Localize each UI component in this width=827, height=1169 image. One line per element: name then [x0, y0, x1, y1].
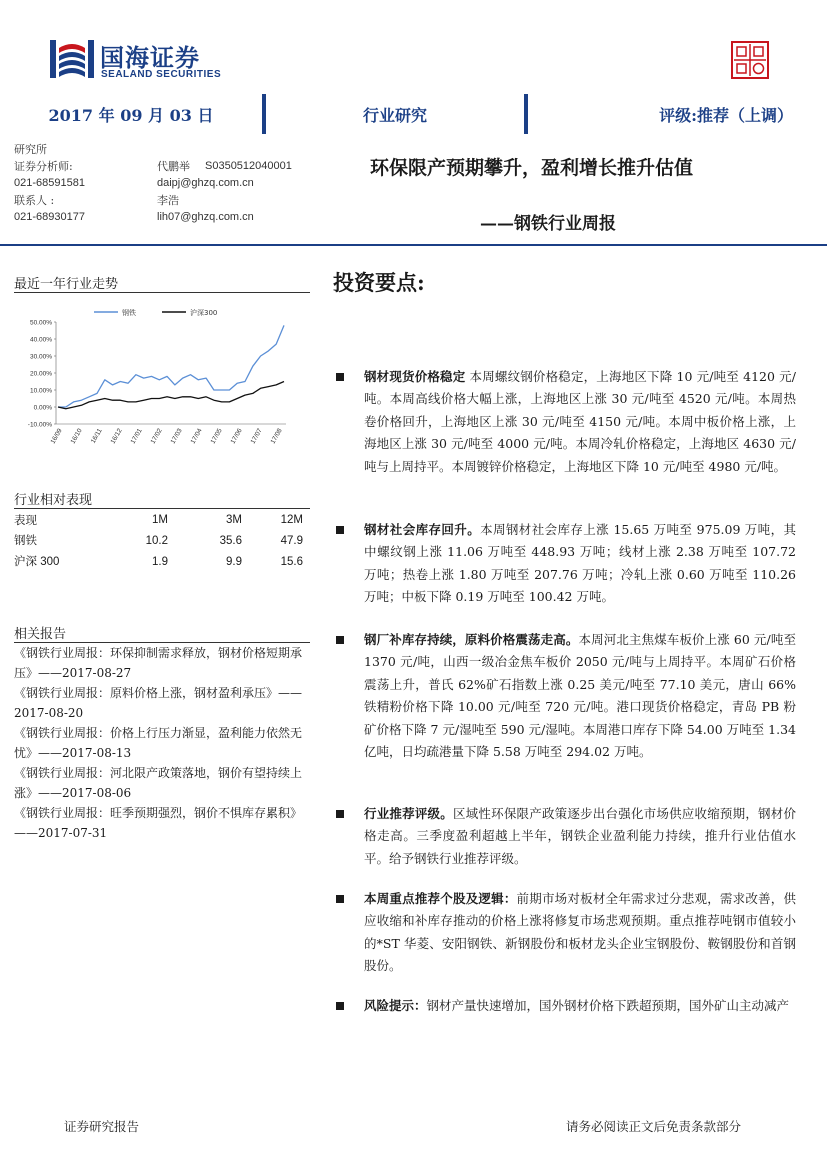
x-tick-label: 17/08	[269, 427, 284, 446]
perf-cell: 1M	[152, 514, 168, 526]
perf-section-title: 行业相对表现	[14, 493, 93, 508]
industry-trend-chart	[14, 298, 310, 468]
y-tick-label: 20.00%	[29, 370, 52, 378]
trend-section-rule	[14, 292, 310, 293]
bullet-square-icon	[336, 895, 344, 903]
bullet-square-icon	[336, 526, 344, 534]
perf-cell: 3M	[226, 514, 242, 526]
x-tick-label: 17/07	[249, 427, 264, 446]
x-tick-label: 16/12	[109, 427, 124, 446]
investment-point-body: 本周钢材社会库存上涨 15.65 万吨至 975.09 万吨，其中螺纹钢上涨 11.06 万吨至 448.93 万吨；线材上涨 2.38 万吨至 107.72 万吨；热卷上涨 1.80 万吨至 207.76 万吨；冷轧上涨 0.60 万吨至 110.26 万吨；中板下降 0.19 万吨至 100.42 万吨。	[364, 522, 796, 605]
investment-point-text	[364, 519, 796, 609]
perf-cell: 表现	[14, 513, 37, 527]
report-type: 行业研究	[266, 94, 524, 134]
series-line-0	[58, 325, 284, 407]
perf-cell: 1.9	[152, 556, 168, 568]
investment-point-body: 区域性环保限产政策逐步出台强化市场供应收缩预期，钢材价格走高。三季度盈利超越上半年，钢铁企业盈利能力持续，推升行业估值水平。给予钢铁行业推荐评级。	[364, 806, 796, 866]
y-tick-label: 10.00%	[29, 387, 52, 395]
bullet-square-icon	[336, 1002, 344, 1010]
related-report-item[interactable]: 《钢铁行业周报：河北限产政策落地，钢价有望持续上涨》——2017-08-06	[14, 766, 303, 800]
investment-point-text	[364, 995, 796, 1017]
related-report-item[interactable]: 《钢铁行业周报：环保抑制需求释放，钢材价格短期承压》——2017-08-27	[14, 646, 303, 680]
investment-point	[336, 519, 796, 609]
y-tick-label: 40.00%	[29, 336, 52, 344]
perf-row	[14, 531, 310, 552]
footer-disclaimer-note: 请务必阅读正文后免责条款部分	[566, 1119, 742, 1134]
trend-section-title: 最近一年行业走势	[14, 277, 119, 292]
x-tick-label: 16/10	[69, 427, 84, 446]
report-date: 2017 年 09 月 03 日	[0, 94, 262, 134]
investment-point-body: 本周河北主焦煤车板价上涨 60 元/吨至 1370 元/吨，山西一级冶金焦车板价 2050 元/吨与上周持平。本周矿石价格震荡上升，普氏 62%矿石指数上涨 0.25 美元/吨至 77.10 美元，唐山 66%铁精粉价格下降 10.00 元/吨至 720 元/吨。港口现货价格稳定，青岛 PB 粉矿价格下降 7 元/湿吨至 590 元/湿吨。本周港口库存下降 54.00 万吨至 1.34 亿吨，日均疏港量下降 5.58 万吨至 294.02 万吨。	[364, 632, 796, 760]
bullet-square-icon	[336, 636, 344, 644]
legend-label-0: 钢铁	[122, 309, 136, 317]
perf-cell: 15.6	[280, 556, 303, 568]
x-tick-label: 17/06	[229, 427, 244, 446]
relative-performance-table	[14, 510, 310, 573]
investment-point-text	[364, 629, 796, 763]
related-section-title: 相关报告	[14, 627, 67, 642]
investment-point	[336, 366, 796, 478]
investment-point	[336, 995, 796, 1017]
x-tick-label: 17/02	[149, 427, 164, 446]
analyst-phone: 021-68591581	[14, 177, 85, 189]
analyst-label: 证券分析师:	[14, 160, 73, 173]
perf-section-rule	[14, 508, 310, 509]
investment-point-lead: 钢材社会库存回升。	[364, 522, 481, 537]
contact-name: 李浩	[157, 194, 179, 207]
research-seal-icon	[730, 40, 770, 80]
x-tick-label: 16/09	[49, 427, 64, 446]
analyst-name: 代鹏举	[157, 160, 190, 173]
perf-cell: 47.9	[280, 535, 303, 547]
research-dept: 研究所	[14, 143, 47, 156]
bullet-square-icon	[336, 810, 344, 818]
legend-label-1: 沪深300	[190, 309, 218, 317]
investment-point-lead: 本周重点推荐个股及逻辑：	[364, 891, 517, 906]
perf-cell: 10.2	[145, 535, 168, 547]
y-tick-label: 30.00%	[29, 353, 52, 361]
contact-block	[14, 141, 314, 226]
perf-row	[14, 552, 310, 573]
perf-cell: 12M	[280, 514, 303, 526]
investment-point-body: 本周螺纹钢价格稳定，上海地区下降 10 元/吨至 4120 元/吨。本周高线价格大幅上涨，上海地区上涨 30 元/吨至 4520 元/吨。本周热卷价格回升，上海地区上涨 30 元/吨至 4150 元/吨。本周中板价格上涨，上海地区上涨 30 元/吨至 4000 元/吨。本周冷轧价格稳定，上海地区 4630 元/吨与上周持平。本周镀锌价格稳定，上海地区下降 10 元/吨至 4980 元/吨。	[364, 369, 796, 474]
related-report-item[interactable]: 《钢铁行业周报：原料价格上涨，钢材盈利承压》——2017-08-20	[14, 686, 303, 720]
perf-cell: 钢铁	[14, 535, 37, 547]
investment-point-text	[364, 803, 796, 870]
logo-chinese-name: 国海证券	[100, 44, 200, 72]
investment-highlights-title: 投资要点:	[333, 270, 425, 295]
footer-report-label: 证券研究报告	[64, 1119, 140, 1134]
investment-point-text	[364, 366, 796, 478]
x-tick-label: 17/05	[209, 427, 224, 446]
perf-cell: 沪深 300	[14, 556, 60, 568]
company-logo	[50, 38, 235, 84]
logo-english-name: SEALAND SECURITIES	[101, 69, 222, 80]
y-tick-label: 50.00%	[29, 319, 52, 327]
y-tick-label: 0.00%	[33, 404, 52, 412]
perf-cell: 35.6	[219, 535, 242, 547]
x-tick-label: 17/01	[129, 427, 144, 446]
contact-email[interactable]: lih07@ghzq.com.cn	[157, 211, 254, 223]
investment-point-lead: 行业推荐评级。	[364, 806, 453, 821]
investment-point-body: 钢材产量快速增加，国外钢材价格下跌超预期，国外矿山主动减产	[426, 998, 790, 1013]
perf-header-row	[14, 510, 310, 531]
perf-cell: 9.9	[226, 556, 242, 568]
related-report-item[interactable]: 《钢铁行业周报：旺季预期强烈，钢价不惧库存累积》——2017-07-31	[14, 806, 303, 840]
investment-point-lead: 钢材现货价格稳定	[364, 369, 466, 384]
x-tick-label: 17/03	[169, 427, 184, 446]
investment-point-text	[364, 888, 796, 978]
sealand-logo-icon	[50, 38, 94, 82]
header-divider	[0, 244, 827, 246]
bullet-square-icon	[336, 373, 344, 381]
contact-label: 联系人 :	[14, 194, 55, 207]
investment-point-lead: 钢厂补库存持续，原料价格震荡走高。	[364, 632, 579, 647]
x-tick-label: 17/04	[189, 427, 204, 446]
industry-rating: 评级:推荐（上调）	[528, 94, 827, 134]
x-tick-label: 16/11	[89, 427, 104, 445]
report-subtitle: ——钢铁行业周报	[480, 214, 616, 234]
investment-point-lead: 风险提示：	[364, 998, 427, 1013]
contact-phone: 021-68930177	[14, 211, 85, 223]
report-title: 环保限产预期攀升，盈利增长推升估值	[370, 157, 694, 179]
analyst-cert: S0350512040001	[205, 160, 292, 172]
investment-point	[336, 629, 796, 763]
related-report-item[interactable]: 《钢铁行业周报：价格上行压力渐显，盈利能力依然无忧》——2017-08-13	[14, 726, 303, 760]
related-reports-list	[14, 643, 314, 843]
investment-point	[336, 803, 796, 870]
investment-point-body: 前期市场对板材全年需求过分悲观，需求改善，供应收缩和补库存推动的价格上涨将修复市场悲观预期。重点推荐吨钢市值较小的*ST 华菱、安阳钢铁、新钢股份和板材龙头企业宝钢股份、鞍钢股份和首钢股份。	[364, 891, 796, 974]
analyst-email[interactable]: daipj@ghzq.com.cn	[157, 177, 254, 189]
investment-point	[336, 888, 796, 978]
y-tick-label: -10.00%	[27, 421, 52, 429]
